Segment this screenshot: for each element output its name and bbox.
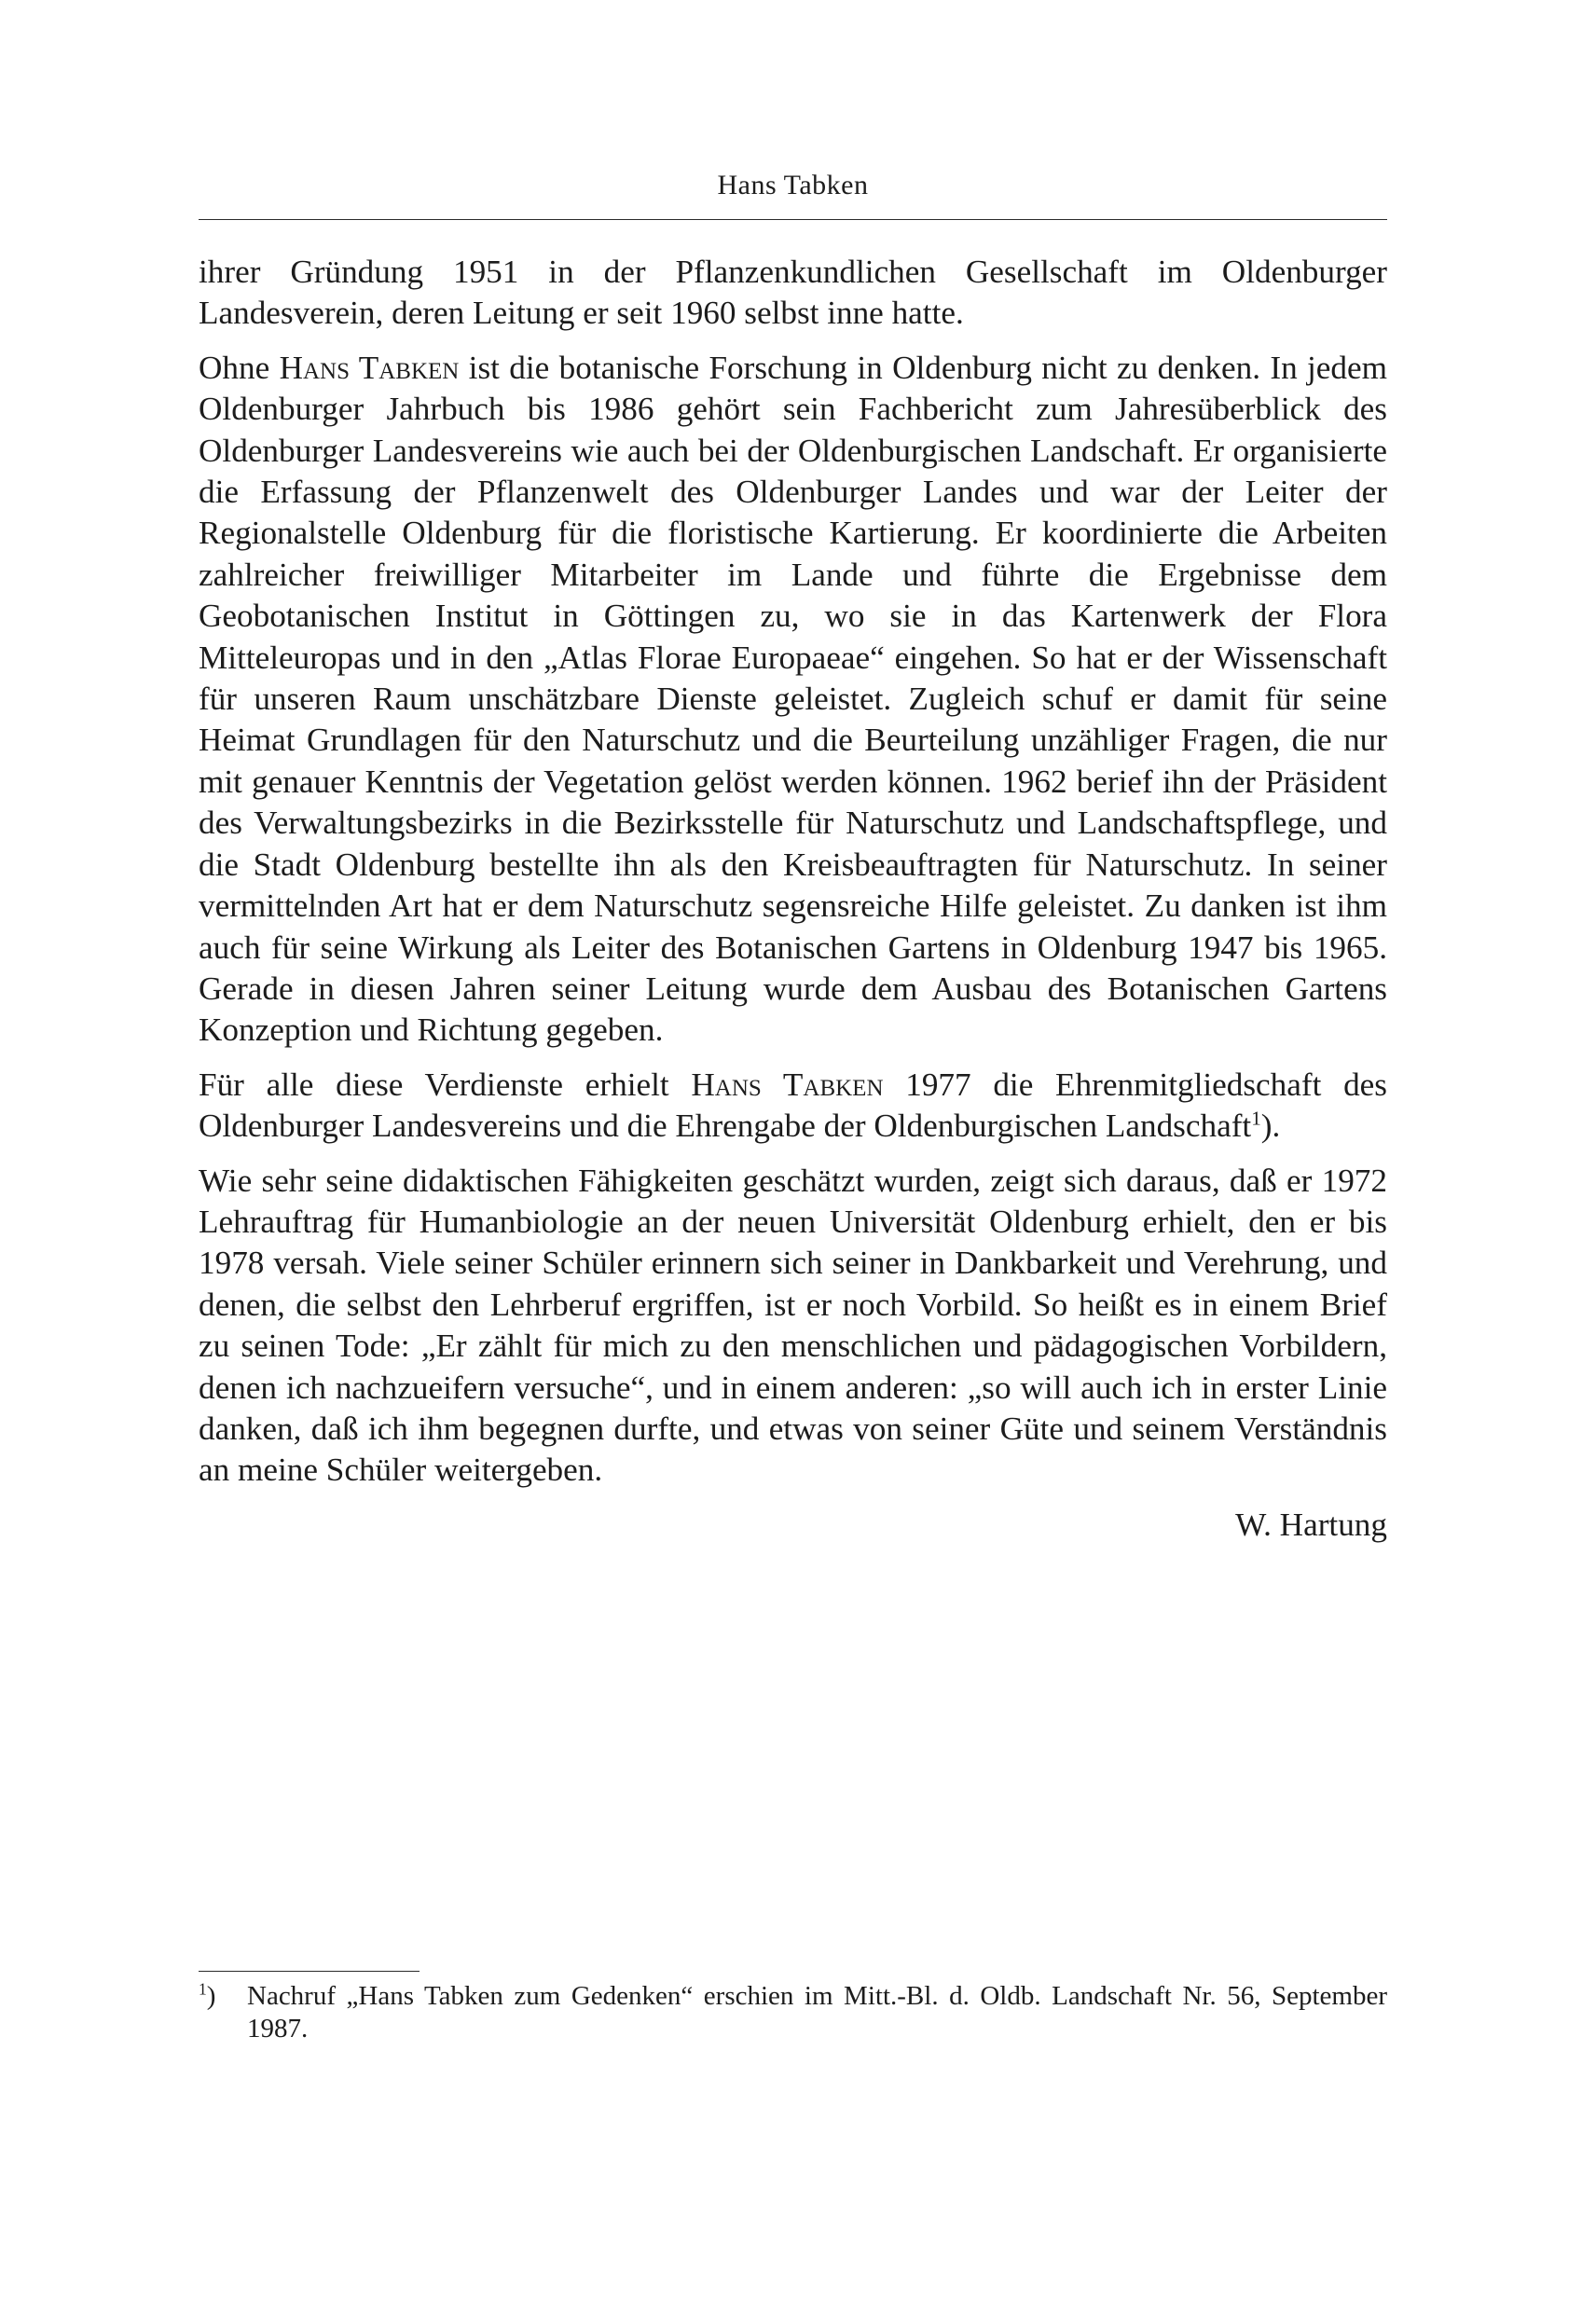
paragraph-1: [199, 252, 1387, 335]
paragraph-3-end: ).: [1260, 1108, 1281, 1145]
footnote-marker-paren: ): [206, 1981, 216, 2011]
body-text: [199, 252, 1387, 1559]
footnote-rule: [199, 1971, 420, 1972]
paragraph-4: [199, 1161, 1387, 1492]
paragraph-3: [199, 1065, 1387, 1148]
person-name: Hans Tabken: [691, 1066, 884, 1103]
paragraph-2: [199, 348, 1387, 1052]
footnote-reference: 1: [1251, 1107, 1261, 1130]
paragraph-1-text: ihrer Gründung 1951 in der Pflanzenkundlichen Gesellschaft im Oldenburger Landesverein, deren Leitung er seit 1960 selbst inne hatte.: [199, 254, 1387, 332]
paragraph-3-start: Für alle diese Verdienste erhielt: [199, 1066, 692, 1103]
footnote: [199, 1980, 1387, 2045]
header-rule: [199, 219, 1387, 220]
running-head: Hans Tabken: [717, 170, 869, 200]
footnote-marker-number: 1: [199, 1979, 207, 1999]
person-name: Hans Tabken: [279, 349, 460, 386]
footnote-text: Nachruf „Hans Tabken zum Gedenken“ erschien im Mitt.-Bl. d. Oldb. Landschaft Nr. 56, September 1987.: [247, 1981, 1387, 2044]
footnote-marker: [199, 1980, 247, 2045]
paragraph-4-text: Wie sehr seine didaktischen Fähigkeiten geschätzt wurden, zeigt sich daraus, daß er 1972 Lehrauftrag für Humanbiologie an der neuen Universität Oldenburg erhielt, den er bis 1978 versah. Viele seiner Schüler erinnern sich seiner in Dankbarkeit und Verehrung, und denen, die selbst den Lehrberuf ergriffen, ist er noch Vorbild. So heißt es in einem Brief zu seinen Tode: „Er zählt für mich zu den menschlichen und pädagogischen Vorbildern, denen ich nachzueifern versuche“, und in einem anderen: „so will auch ich in erster Linie danken, daß ich ihm begegnen durfte, und etwas von seiner Güte und seinem Verständnis an meine Schüler weitergeben.: [199, 1162, 1387, 1489]
paragraph-2-start: Ohne: [199, 349, 280, 386]
paragraph-2-rest: ist die botanische Forschung in Oldenburg nicht zu denken. In jedem Oldenburger Jahrbuch bis 1986 gehört sein Fachbericht zum Jahresüberblick des Oldenburger Landesvereins wie auch bei der Oldenburgischen Landschaft. Er organisierte die Erfassung der Pflanzenwelt des Oldenburger Landes und war der Leiter der Regionalstelle Oldenburg für die floristische Kartierung. Er koordinierte die Arbeiten zahlreicher freiwilliger Mitarbeiter im Lande und führte die Ergebnisse dem Geobotanischen Institut in Göttingen zu, wo sie in das Kartenwerk der Flora Mitteleuropas und in den „Atlas Florae Europaeae“ eingehen. So hat er der Wissenschaft für unseren Raum unschätzbare Dienste geleistet. Zugleich schuf er damit für seine Heimat Grundlagen für den Naturschutz und die Beurteilung unzähliger Fragen, die nur mit genauer Kenntnis der Vegetation gelöst werden können. 1962 berief ihn der Präsident des Verwaltungsbezirks in die Bezirksstelle für Naturschutz und Landschaftspflege, und die Stadt Oldenburg bestellte ihn als den Kreisbeauftragten für Naturschutz. In seiner vermittelnden Art hat er dem Naturschutz segensreiche Hilfe geleistet. Zu danken ist ihm auch für seine Wirkung als Leiter des Botanischen Gartens in Oldenburg 1947 bis 1965. Gerade in diesen Jahren seiner Leitung wurde dem Ausbau des Botanischen Gartens Konzeption und Richtung gegeben.: [199, 349, 1387, 1049]
author-signature: W. Hartung: [1235, 1506, 1387, 1543]
paragraph-3-rest: 1977 die Ehrenmitgliedschaft des Oldenburger Landesvereins und die Ehrengabe der Oldenburgischen Landschaft: [199, 1066, 1387, 1145]
